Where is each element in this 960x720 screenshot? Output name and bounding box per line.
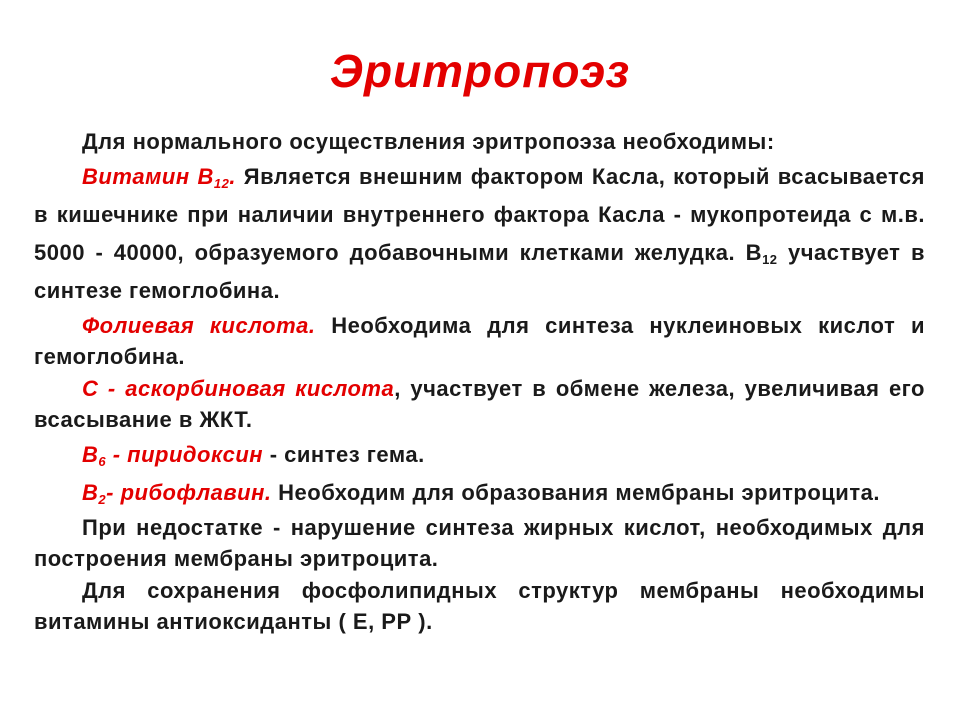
slide-body [34, 126, 925, 638]
folic-acid-name: Фолиевая кислота. [82, 312, 316, 338]
vitamin-b12-text-tail: участвует в синтезе гемоглобина. [34, 239, 925, 303]
ascorbic-acid-name: С - аскорбиновая кислота [82, 375, 395, 401]
ascorbic-acid-text: , участвует в обмене железа, увеличивая его всасывание в ЖКТ. [34, 375, 925, 432]
paragraph-folic-acid [34, 310, 925, 373]
vitamin-b2-text: Необходим для образования мембраны эритроцита. [271, 479, 880, 505]
vitamin-b6-name: $В_6$ - пиридоксин [82, 441, 264, 469]
paragraph-vitamin-b2 [34, 474, 925, 512]
vitamin-b12-subscript: 12 [762, 251, 778, 267]
paragraph-vitamin-b6 [34, 436, 925, 474]
vitamin-b2-name: $В_2-$ рибофлавин. [82, 479, 272, 507]
vitamin-b6-text: - синтез гема. [263, 441, 425, 467]
vitamin-b12-name: Витамин $В_{12}$. [82, 163, 236, 191]
paragraph-deficiency: При недостатке - нарушение синтеза жирных кислот, необходимых для построения мембраны эритроцита. [34, 514, 925, 571]
folic-acid-text: Необходима для синтеза нуклеиновых кислот и гемоглобина. [34, 312, 925, 369]
paragraph-vitamin-b12 [34, 158, 925, 310]
paragraph-antioxidants: Для сохранения фосфолипидных структур мембраны необходимы витамины антиоксиданты ( Е, РР ). [34, 577, 925, 634]
vitamin-b12-text: Является внешним фактором Касла, который всасывается в кишечнике при наличии внутреннего фактора Касла - мукопротеида с м.в. 5000 - 40000, образуемого добавочными клетками желудка. В [34, 163, 925, 265]
paragraph-ascorbic-acid [34, 373, 925, 436]
slide-title: Эритропоэз [329, 45, 631, 97]
paragraph-intro: Для нормального осуществления эритропоэза необходимы: [82, 129, 775, 154]
